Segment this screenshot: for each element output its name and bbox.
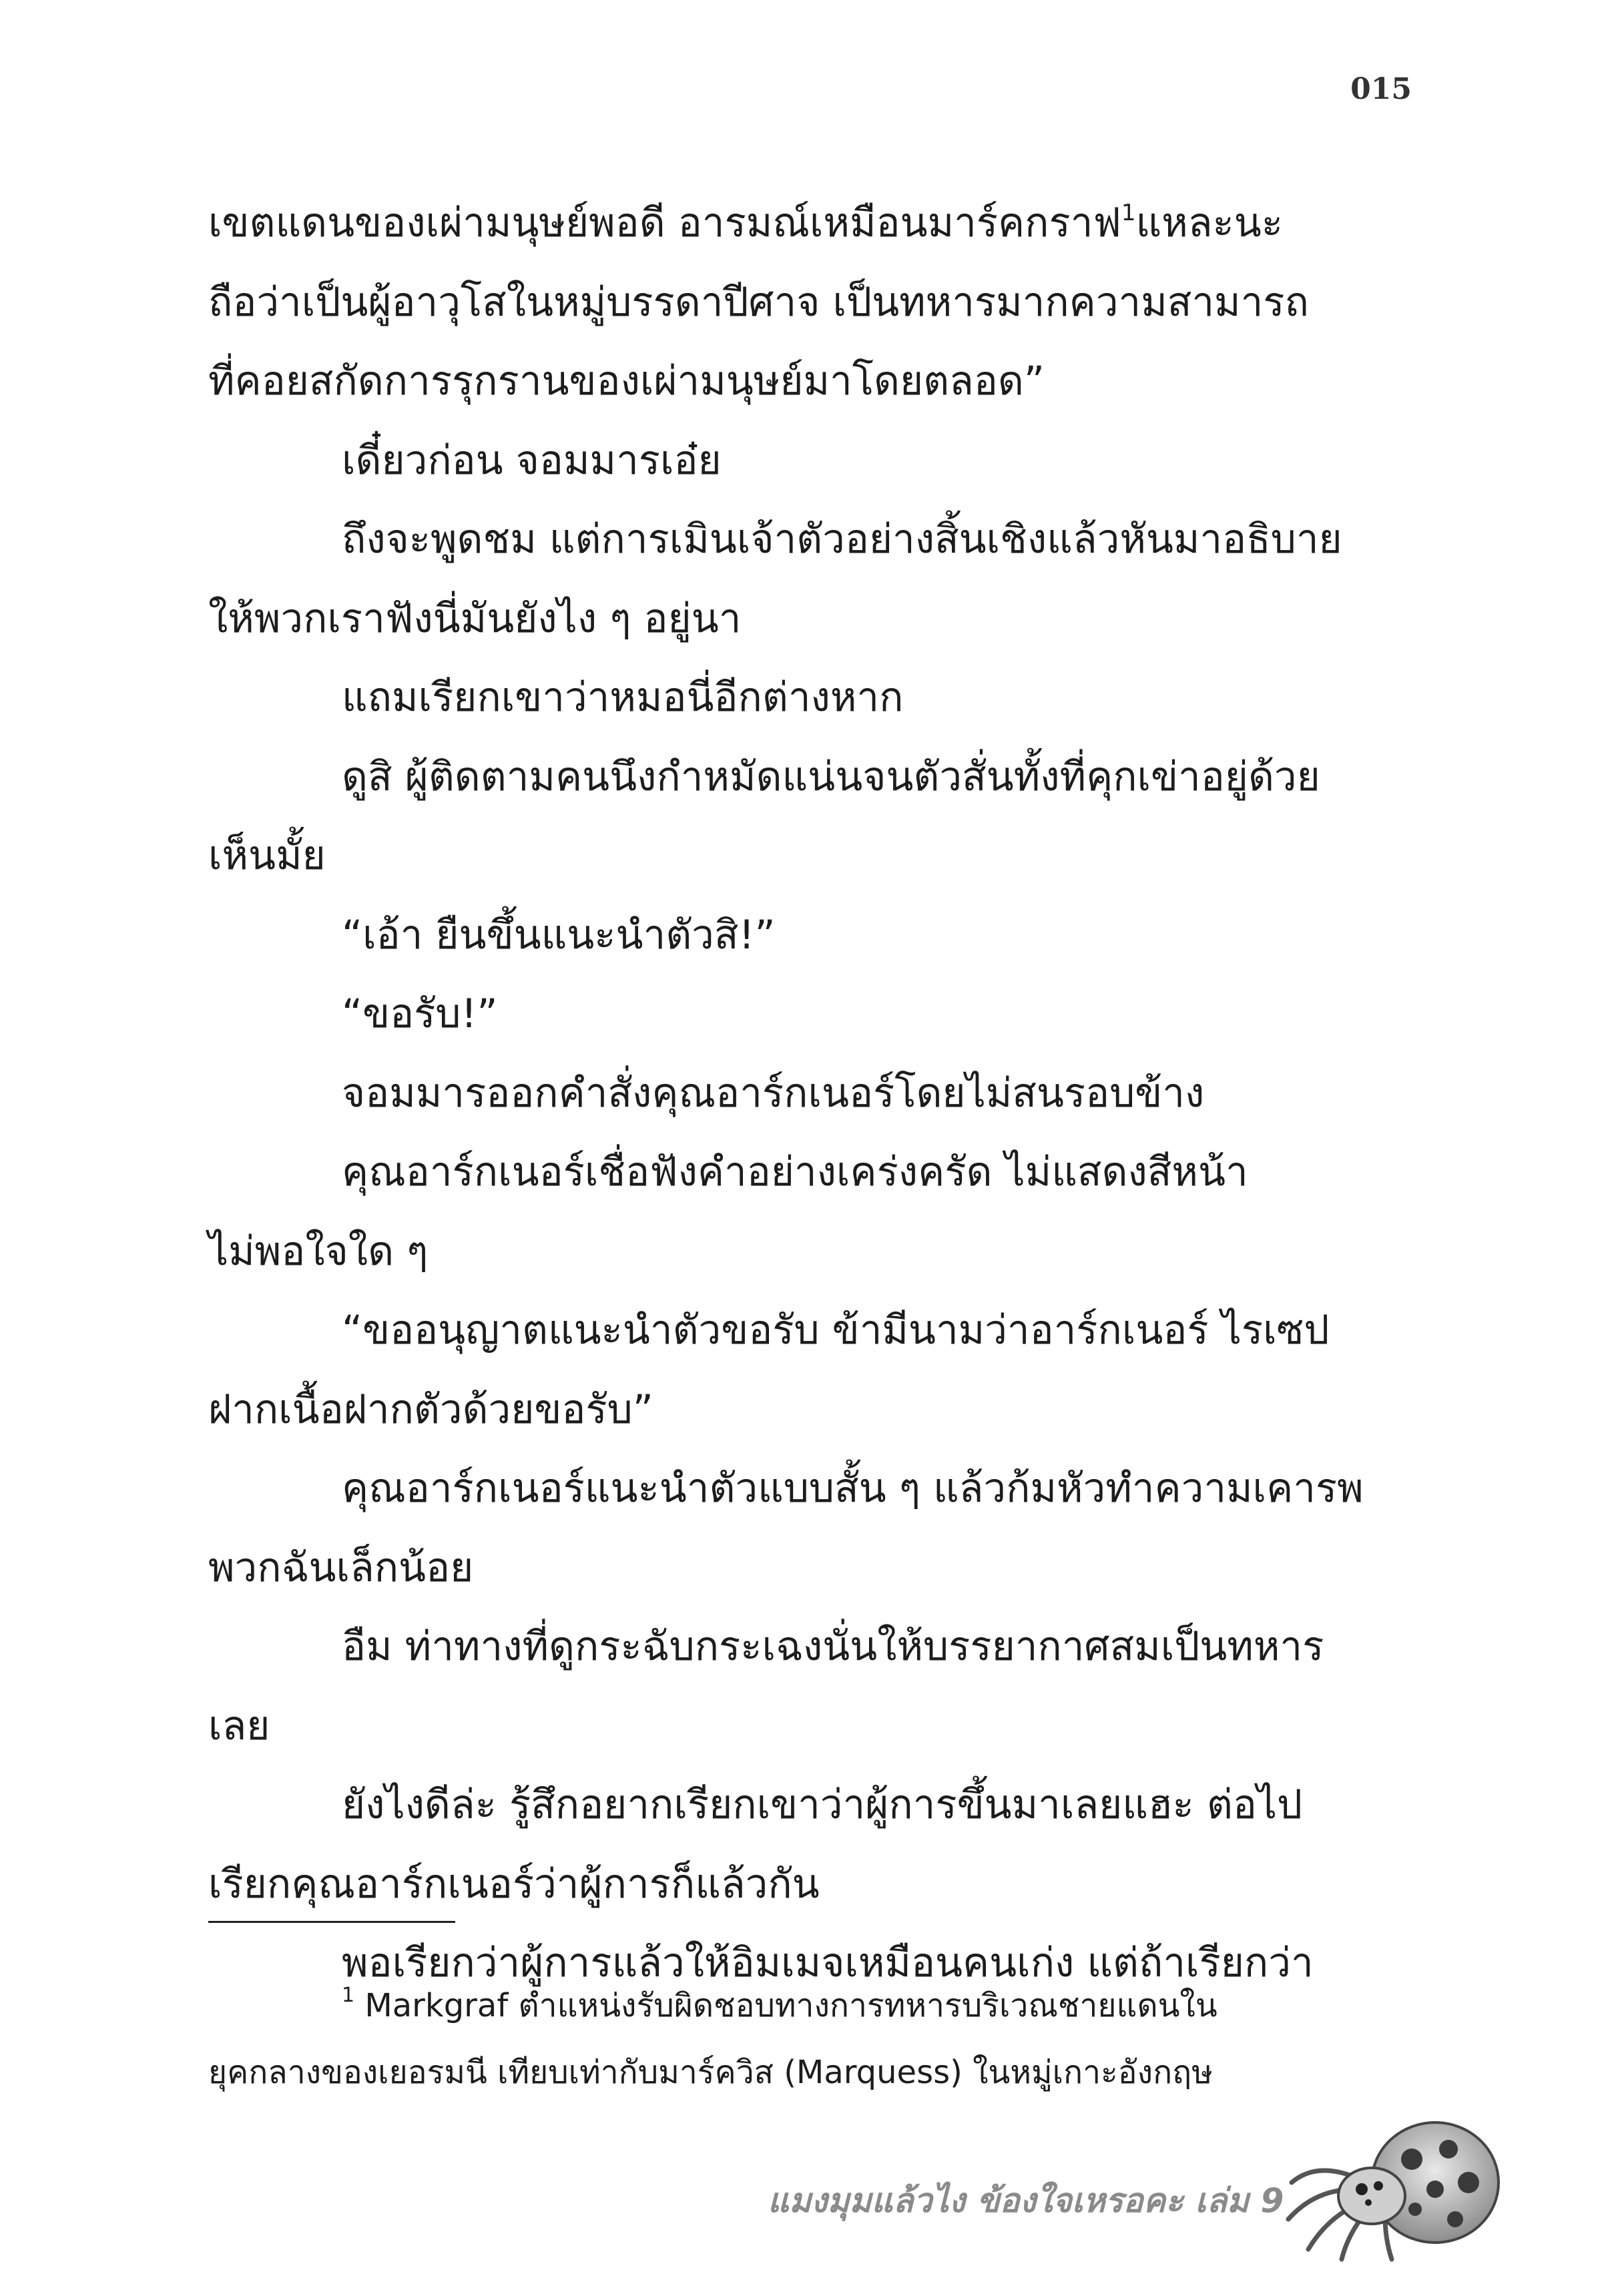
- text-line: ดูสิ ผู้ติดตามคนนึงกำหมัดแน่นจนตัวสั่นทั้งที่คุกเข่าอยู่ด้วย: [342, 753, 1320, 800]
- spider-mascot-icon: [1268, 2102, 1509, 2263]
- footnote-marker: 1: [342, 1984, 355, 2007]
- footer-book-title: แมงมุมแล้วไง ข้องใจเหรอคะ เล่ม 9: [768, 2181, 1284, 2220]
- text-line: จอมมารออกคำสั่งคุณอาร์กเนอร์โดยไม่สนรอบข้าง: [342, 1069, 1205, 1117]
- footnote-line: ยุคกลางของเยอรมนี เทียบเท่ากับมาร์ควิส (Marquess) ในหมู่เกาะอังกฤษ: [208, 2054, 1213, 2091]
- footnote-line: $^1$ Markgraf ตำแหน่งรับผิดชอบทางการทหารบริเวณชายแดนใน: [342, 1984, 1218, 2024]
- text-line: “ขอรับ!”: [342, 990, 498, 1037]
- text-line: คุณอาร์กเนอร์แนะนำตัวแบบสั้น ๆ แล้วก้มหัวทำความเคารพ: [342, 1465, 1364, 1512]
- text-line: ถึงจะพูดชม แต่การเมินเจ้าตัวอย่างสิ้นเชิงแล้วหันมาอธิบาย: [342, 516, 1342, 563]
- text-line: เลย: [208, 1702, 270, 1749]
- text-line: ถือว่าเป็นผู้อาวุโสในหมู่บรรดาปีศาจ เป็นทหารมากความสามารถ: [208, 278, 1309, 326]
- text-line: เห็นมั้ย: [208, 832, 326, 879]
- text-line: เขตแดนของเผ่ามนุษย์พอดี อารมณ์เหมือนมาร์คกราฟ$^1$แหละนะ: [208, 200, 1284, 246]
- text-line: ไม่พอใจใด ๆ: [208, 1227, 429, 1275]
- text-line: พอเรียกว่าผู้การแล้วให้อิมเมจเหมือนคนเก่ง แต่ถ้าเรียกว่า: [342, 1940, 1314, 1986]
- footnote-reference: 1: [1121, 200, 1136, 226]
- text-line: เดี๋ยวก่อน จอมมารเอ๋ย: [342, 437, 722, 484]
- text-line: เรียกคุณอาร์กเนอร์ว่าผู้การก็แล้วกัน: [208, 1860, 820, 1908]
- page-number: 015: [1350, 72, 1412, 106]
- text-line: แถมเรียกเขาว่าหมอนี่อีกต่างหาก: [342, 674, 904, 721]
- text-line: คุณอาร์กเนอร์เชื่อฟังคำอย่างเคร่งครัด ไม่แสดงสีหน้า: [342, 1149, 1248, 1195]
- footnote-divider: [208, 1921, 455, 1923]
- text-line: ยังไงดีล่ะ รู้สึกอยากเรียกเขาว่าผู้การขึ้นมาเลยแฮะ ต่อไป: [342, 1781, 1303, 1828]
- text-line: พวกฉันเล็กน้อย: [208, 1544, 474, 1591]
- text-line: “เอ้า ยืนขึ้นแนะนำตัวสิ!”: [342, 911, 776, 958]
- text-line: ที่คอยสกัดการรุกรานของเผ่ามนุษย์มาโดยตลอด”: [208, 358, 1045, 404]
- text-line: ฝากเนื้อฝากตัวด้วยขอรับ”: [208, 1386, 653, 1433]
- text-line: “ขออนุญาตแนะนำตัวขอรับ ข้ามีนามว่าอาร์กเนอร์ ไรเซป: [342, 1307, 1330, 1354]
- footnote: [208, 1962, 1416, 2106]
- text-line: อืม ท่าทางที่ดูกระฉับกระเฉงนั่นให้บรรยากาศสมเป็นทหาร: [342, 1623, 1324, 1670]
- text-line: ให้พวกเราฟังนี่มันยังไง ๆ อยู่นา: [208, 595, 742, 642]
- body-text: [208, 174, 1416, 2003]
